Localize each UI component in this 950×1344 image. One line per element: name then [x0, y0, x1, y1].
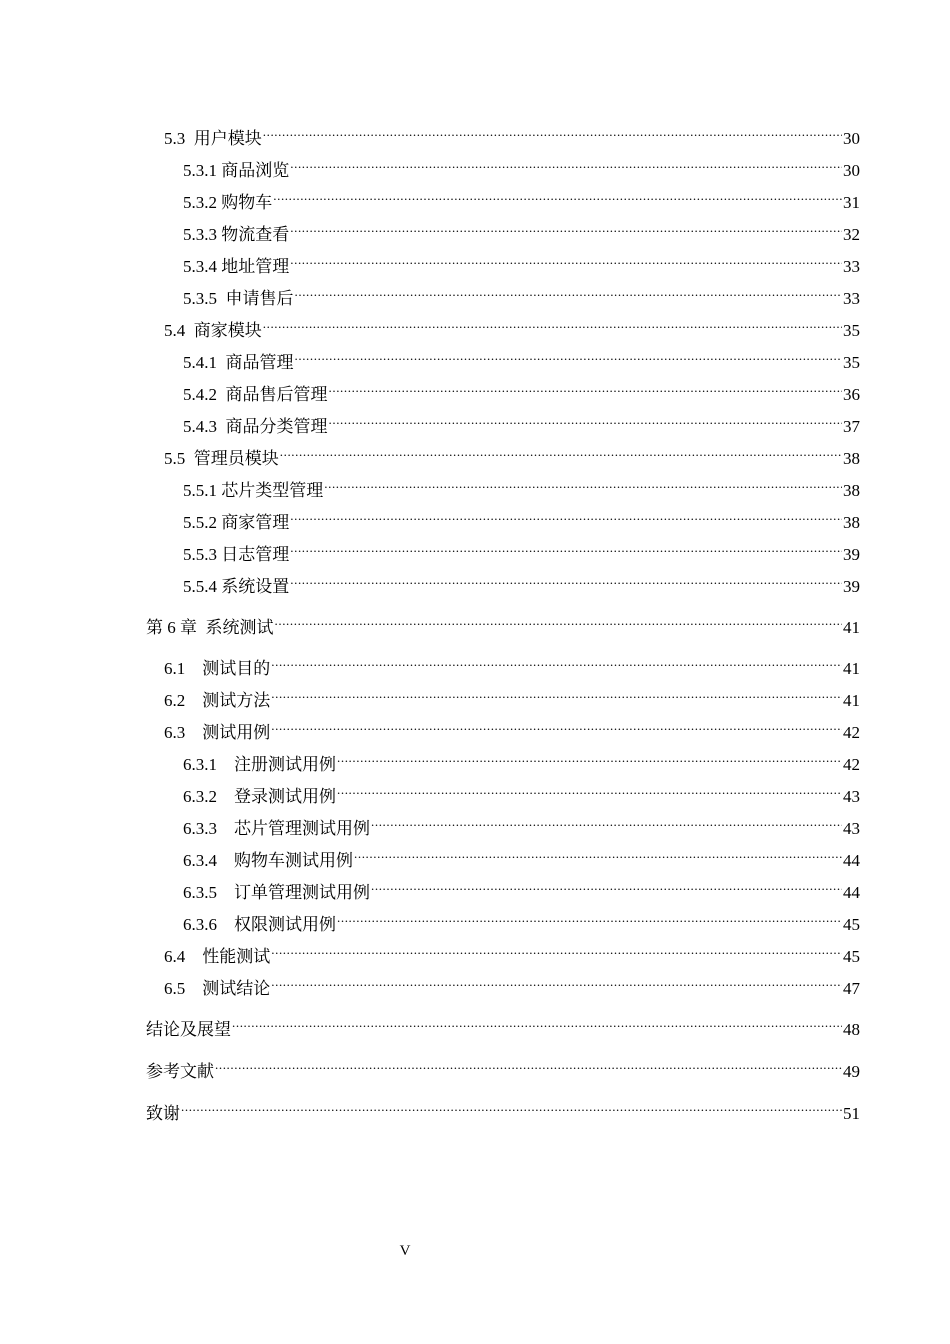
toc-entry[interactable] — [146, 372, 860, 404]
toc-dot-leader — [290, 244, 842, 272]
toc-entry-title: 6.3.2 登录测试用例 — [183, 787, 336, 806]
toc-entry-page-number: 39 — [843, 545, 860, 564]
toc-dot-leader — [280, 436, 842, 464]
toc-dot-leader — [329, 404, 843, 432]
toc-entry-page-number: 35 — [843, 321, 860, 340]
toc-entry-page-number: 44 — [843, 883, 860, 902]
toc-entry[interactable] — [146, 340, 860, 372]
toc-dot-leader — [290, 564, 842, 592]
toc-entry[interactable] — [146, 244, 860, 276]
toc-entry-title: 5.4.1 商品管理 — [183, 353, 294, 372]
toc-entry-title: 5.3.3 物流查看 — [183, 225, 290, 244]
toc-dot-leader — [215, 1049, 842, 1077]
toc-entry[interactable] — [146, 308, 860, 340]
toc-dot-leader — [290, 500, 842, 528]
toc-entry-title: 5.5.2 商家管理 — [183, 513, 290, 532]
toc-dot-leader — [271, 710, 842, 738]
toc-entry[interactable] — [146, 678, 860, 710]
toc-entry-page-number: 31 — [843, 193, 860, 212]
toc-entry-page-number: 42 — [843, 723, 860, 742]
toc-entry-title: 5.5 管理员模块 — [164, 449, 279, 468]
toc-entry-page-number: 37 — [843, 417, 860, 436]
toc-entry-title: 6.3.6 权限测试用例 — [183, 915, 336, 934]
toc-entry-page-number: 36 — [843, 385, 860, 404]
toc-entry-page-number: 42 — [843, 755, 860, 774]
toc-entry[interactable] — [146, 468, 860, 500]
toc-entry-page-number: 30 — [843, 129, 860, 148]
toc-dot-leader — [295, 340, 843, 368]
toc-entry-title: 致谢 — [146, 1104, 180, 1123]
toc-entry-page-number: 38 — [843, 481, 860, 500]
toc-entry-title: 参考文献 — [146, 1062, 214, 1081]
toc-entry[interactable] — [146, 436, 860, 468]
toc-entry-title: 6.1 测试目的 — [164, 659, 271, 678]
toc-entry-title: 第 6 章 系统测试 — [146, 618, 274, 637]
toc-entry[interactable] — [146, 838, 860, 870]
toc-entry-title: 5.3.2 购物车 — [183, 193, 273, 212]
toc-entry-page-number: 44 — [843, 851, 860, 870]
toc-entry-title: 6.2 测试方法 — [164, 691, 271, 710]
toc-entry[interactable] — [146, 564, 860, 596]
page-footer-number: V — [399, 1243, 411, 1259]
toc-entry-title: 5.3.1 商品浏览 — [183, 161, 290, 180]
toc-entry[interactable] — [146, 870, 860, 902]
toc-entry[interactable] — [146, 500, 860, 532]
toc-dot-leader — [271, 678, 842, 706]
toc-entry-page-number: 30 — [843, 161, 860, 180]
toc-dot-leader — [371, 806, 842, 834]
toc-entry-page-number: 51 — [843, 1104, 860, 1123]
toc-entry-title: 结论及展望 — [146, 1020, 231, 1039]
toc-entry-title: 6.3 测试用例 — [164, 723, 271, 742]
toc-dot-leader — [271, 934, 842, 962]
toc-entry-title: 6.3.1 注册测试用例 — [183, 755, 336, 774]
toc-entry[interactable] — [146, 646, 860, 678]
toc-entry[interactable] — [146, 934, 860, 966]
toc-dot-leader — [324, 468, 842, 496]
toc-entry[interactable] — [146, 404, 860, 436]
toc-entry[interactable] — [146, 212, 860, 244]
toc-entry[interactable] — [146, 1007, 860, 1039]
toc-entry-title: 6.5 测试结论 — [164, 979, 271, 998]
toc-entry-page-number: 45 — [843, 947, 860, 966]
toc-entry-page-number: 35 — [843, 353, 860, 372]
toc-entry-page-number: 41 — [843, 659, 860, 678]
toc-entry[interactable] — [146, 116, 860, 148]
toc-dot-leader — [273, 180, 842, 208]
toc-entry-page-number: 38 — [843, 449, 860, 468]
toc-entry-page-number: 33 — [843, 257, 860, 276]
toc-entry-title: 5.3 用户模块 — [164, 129, 262, 148]
toc-entry-title: 5.5.1 芯片类型管理 — [183, 481, 324, 500]
toc-entry-title: 6.3.5 订单管理测试用例 — [183, 883, 370, 902]
toc-dot-leader — [263, 308, 842, 336]
toc-dot-leader — [329, 372, 843, 400]
toc-entry[interactable] — [146, 532, 860, 564]
toc-entry[interactable] — [146, 148, 860, 180]
toc-entry[interactable] — [146, 1049, 860, 1081]
toc-dot-leader — [232, 1007, 842, 1035]
toc-dot-leader — [290, 532, 842, 560]
toc-entry-title: 6.4 性能测试 — [164, 947, 271, 966]
toc-entry[interactable] — [146, 774, 860, 806]
toc-entry-title: 5.5.3 日志管理 — [183, 545, 290, 564]
toc-entry[interactable] — [146, 1091, 860, 1123]
toc-entry-title: 5.4.2 商品售后管理 — [183, 385, 328, 404]
toc-entry[interactable] — [146, 902, 860, 934]
toc-entry-title: 5.4 商家模块 — [164, 321, 262, 340]
toc-entry[interactable] — [146, 276, 860, 308]
toc-entry-page-number: 49 — [843, 1062, 860, 1081]
toc-dot-leader — [295, 276, 843, 304]
toc-entry[interactable] — [146, 806, 860, 838]
toc-entry-page-number: 41 — [843, 618, 860, 637]
toc-entry[interactable] — [146, 605, 860, 637]
toc-entry-title: 6.3.3 芯片管理测试用例 — [183, 819, 370, 838]
toc-entry-page-number: 39 — [843, 577, 860, 596]
toc-entry-page-number: 41 — [843, 691, 860, 710]
toc-entry-page-number: 47 — [843, 979, 860, 998]
toc-dot-leader — [271, 966, 842, 994]
toc-dot-leader — [290, 148, 842, 176]
toc-dot-leader — [290, 212, 842, 240]
toc-entry-page-number: 43 — [843, 787, 860, 806]
toc-dot-leader — [271, 646, 842, 674]
toc-dot-leader — [371, 870, 842, 898]
toc-entry-page-number: 43 — [843, 819, 860, 838]
toc-entry[interactable] — [146, 180, 860, 212]
toc-entry-page-number: 45 — [843, 915, 860, 934]
toc-dot-leader — [337, 742, 842, 770]
toc-entry-page-number: 48 — [843, 1020, 860, 1039]
toc-entry[interactable] — [146, 966, 860, 998]
toc-entry-page-number: 32 — [843, 225, 860, 244]
toc-dot-leader — [181, 1091, 842, 1119]
toc-entry-page-number: 33 — [843, 289, 860, 308]
toc-entry-title: 5.5.4 系统设置 — [183, 577, 290, 596]
toc-entry-title: 6.3.4 购物车测试用例 — [183, 851, 353, 870]
toc-dot-leader — [354, 838, 842, 866]
toc-entry-page-number: 38 — [843, 513, 860, 532]
toc-entry-title: 5.4.3 商品分类管理 — [183, 417, 328, 436]
toc-dot-leader — [337, 902, 842, 930]
toc-entry-title: 5.3.4 地址管理 — [183, 257, 290, 276]
toc-entry-title: 5.3.5 申请售后 — [183, 289, 294, 308]
toc-entry[interactable] — [146, 710, 860, 742]
toc-dot-leader — [275, 605, 843, 633]
toc-dot-leader — [263, 116, 842, 144]
toc-dot-leader — [337, 774, 842, 802]
toc-entry[interactable] — [146, 742, 860, 774]
